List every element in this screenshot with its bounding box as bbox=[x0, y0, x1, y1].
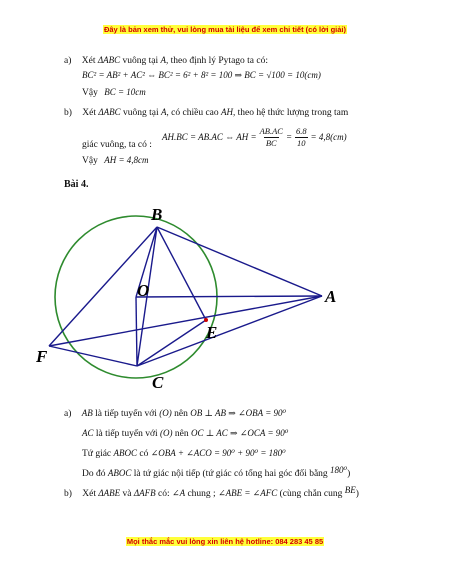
bai4-a-line1 bbox=[64, 407, 286, 420]
eq-rhs: = 4,8(cm) bbox=[310, 132, 347, 142]
text: Tứ giác bbox=[82, 449, 112, 459]
figure-lines bbox=[49, 227, 322, 366]
text: ) bbox=[347, 469, 351, 479]
text: là tiếp tuyến với bbox=[95, 409, 157, 419]
eq-lhs: AH.BC = AB.AC ⇔ AH = bbox=[162, 132, 257, 142]
triangle-symbol: ΔABE bbox=[98, 488, 121, 498]
quadrilateral: ABOC bbox=[107, 468, 132, 478]
preview-banner-text: Đây là bản xem thử, vui lòng mua tài liệu để xem chi tiết (có lời giải) bbox=[103, 25, 347, 34]
equation: ∠OBA + ∠ACO = 90⁰ + 90⁰ = 180⁰ bbox=[150, 448, 286, 458]
segment: AC bbox=[82, 428, 94, 438]
text: nên bbox=[174, 429, 189, 439]
triangle-symbol: ΔAFB bbox=[133, 488, 156, 498]
part-label: a) bbox=[64, 56, 72, 66]
result: AH = 4,8cm bbox=[104, 155, 149, 165]
angle: ∠A bbox=[172, 488, 186, 498]
equation: OC ⊥ AC ⇒ ∠OCA = 90⁰ bbox=[190, 428, 289, 438]
triangle-symbol: ΔABC bbox=[97, 55, 121, 65]
height-symbol: AH, bbox=[221, 107, 236, 117]
text: Xét bbox=[82, 108, 97, 118]
hotline-banner-text: Mọi thắc mắc vui lòng xin liên hệ hotline: 084 283 45 85 bbox=[126, 537, 324, 546]
denominator: 10 bbox=[297, 137, 306, 148]
segment-fc bbox=[49, 346, 137, 366]
circle-symbol: (O) bbox=[160, 428, 173, 438]
equation: OB ⊥ AB ⇒ ∠OBA = 90⁰ bbox=[190, 408, 287, 418]
part-b-line2: giác vuông, ta có : bbox=[82, 140, 152, 150]
text: là tứ giác nội tiếp (tứ giác có tổng hai góc đối bằng bbox=[133, 469, 328, 479]
text: Vậy bbox=[82, 156, 98, 166]
label-a: A bbox=[325, 287, 337, 306]
equation: ∠ABE = ∠AFC bbox=[218, 488, 278, 498]
segment-ec bbox=[137, 320, 206, 366]
text: là tiếp tuyến với bbox=[95, 429, 158, 439]
vertex: A, bbox=[160, 55, 169, 65]
pythagoras-equation: BC² = AB² + AC² ⇔ BC² = 6² + 8² = 100 ⇒ BC = √100 = 10(cm) bbox=[82, 70, 321, 80]
arc: BE bbox=[344, 485, 356, 495]
vertex: A, bbox=[161, 107, 169, 117]
label-e: E bbox=[206, 323, 218, 342]
text: ) bbox=[355, 489, 359, 499]
label-b: B bbox=[151, 205, 163, 224]
text: theo hệ thức lượng trong tam bbox=[237, 108, 349, 118]
text: nên bbox=[174, 409, 188, 419]
text: Do đó bbox=[82, 469, 106, 479]
text: vuông tại bbox=[123, 108, 159, 118]
text: có bbox=[139, 449, 149, 459]
bai4-a-line4 bbox=[82, 467, 350, 480]
segment-be bbox=[157, 227, 206, 320]
text: Vậy bbox=[82, 88, 98, 98]
quadrilateral: ABOC bbox=[113, 448, 138, 458]
point-e bbox=[204, 318, 208, 322]
segment-ac bbox=[137, 296, 322, 366]
text: theo định lý Pytago ta có: bbox=[170, 56, 269, 66]
segment-ba bbox=[157, 227, 322, 296]
exercise-title: Bài 4. bbox=[64, 179, 89, 190]
segment-oa bbox=[136, 296, 322, 297]
degree: 180⁰ bbox=[330, 465, 348, 475]
text: Xét bbox=[81, 56, 96, 66]
text: Xét bbox=[82, 489, 97, 499]
label-o: O bbox=[137, 281, 150, 300]
text: (cùng chắn cung bbox=[279, 489, 343, 499]
text: chung ; bbox=[187, 489, 216, 499]
result: BC = 10cm bbox=[104, 87, 146, 97]
bai4-b-line1 bbox=[64, 487, 359, 500]
circle-symbol: (O) bbox=[159, 408, 172, 418]
text: có: bbox=[158, 489, 170, 499]
bai4-a-line2 bbox=[82, 427, 288, 440]
label-f: F bbox=[36, 347, 48, 366]
part-label: a) bbox=[64, 409, 72, 419]
segment-oc bbox=[136, 297, 137, 366]
part-label: b) bbox=[64, 489, 72, 499]
text: có chiều cao bbox=[171, 108, 219, 118]
segment: AB bbox=[81, 408, 93, 418]
hotline-banner bbox=[0, 537, 450, 546]
numerator: 6.8 bbox=[295, 125, 307, 136]
part-label: b) bbox=[64, 108, 72, 118]
text: và bbox=[122, 489, 132, 499]
text: vuông tại bbox=[122, 56, 159, 66]
label-c: C bbox=[152, 373, 164, 392]
segment-af bbox=[49, 296, 322, 346]
triangle-symbol: ΔABC bbox=[98, 107, 121, 117]
bai4-a-line3 bbox=[82, 447, 286, 460]
denominator: BC bbox=[265, 137, 277, 148]
numerator: AB.AC bbox=[259, 125, 283, 136]
equals: = bbox=[285, 132, 293, 142]
